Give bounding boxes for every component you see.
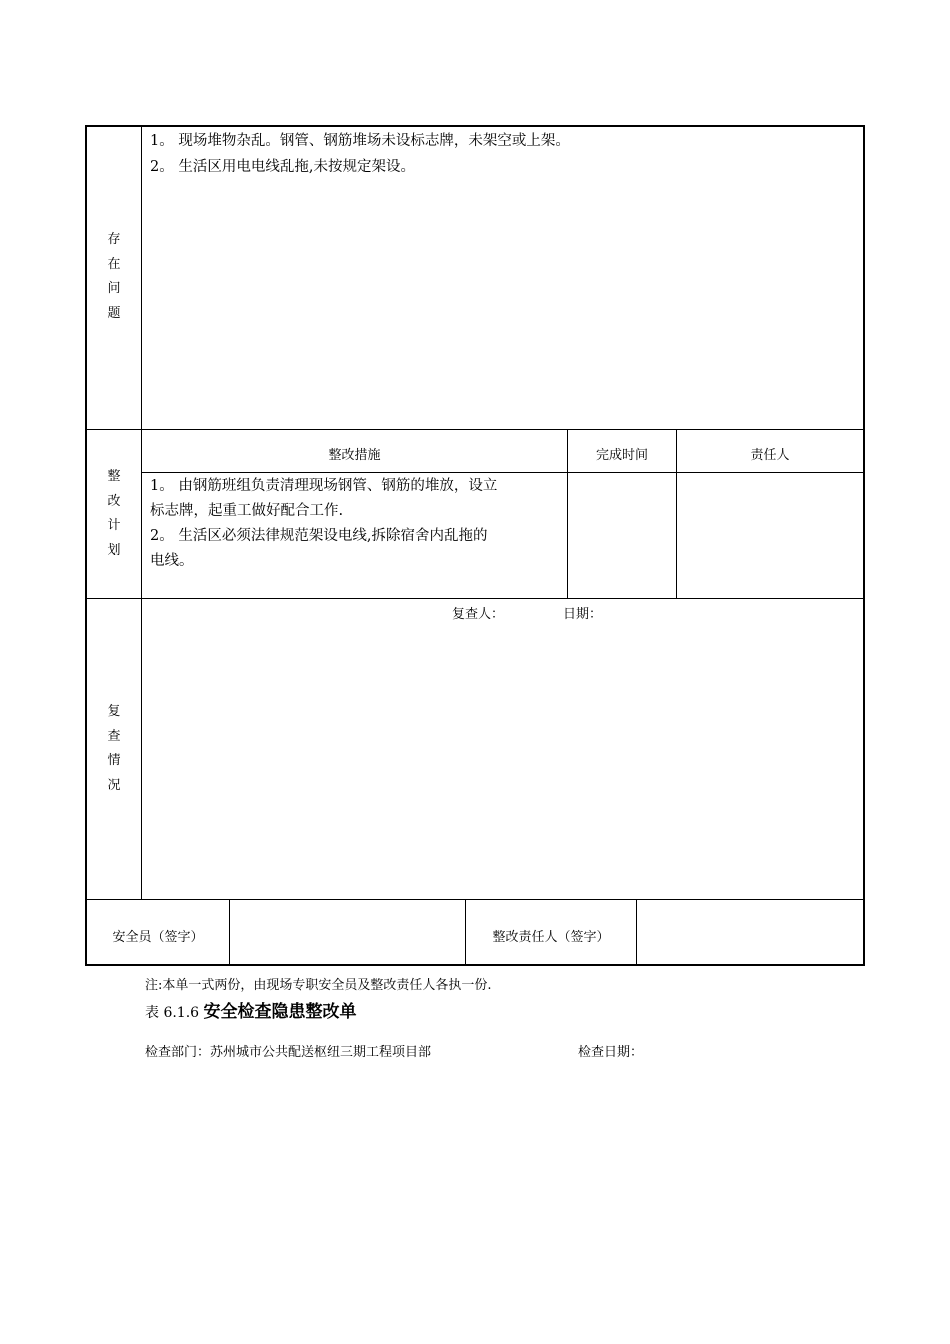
problems-label: 存 在 问 题 [107, 232, 121, 321]
reviewer-field: 复查人： [452, 607, 505, 622]
col-header-completion-time: 完成时间 [595, 448, 648, 463]
review-label: 复 查 情 况 [107, 704, 121, 793]
problem-item: 2。 生活区用电电线乱拖,未按规定架设。 [150, 159, 415, 175]
inspection-date: 检查日期： [578, 1045, 644, 1060]
form-number: 表 6.1.6 [145, 1005, 204, 1021]
plan-measures-text [150, 474, 565, 574]
table-border-right [863, 125, 865, 966]
rectification-lead-signature-label: 整改责任人（签字） [492, 930, 610, 945]
measure-line: 标志牌，起重工做好配合工作. [150, 503, 344, 519]
form-title-text: 安全检查隐患整改单 [203, 1002, 357, 1022]
inspection-department: 检查部门：苏州城市公共配送枢纽三期工程项目部 [145, 1045, 432, 1060]
table-border-bottom [85, 964, 865, 966]
measure-line: 电线。 [150, 553, 194, 569]
table-border-top [85, 125, 865, 127]
review-date-field: 日期： [563, 607, 603, 622]
problem-item: 1。 现场堆物杂乱。钢管、钢筋堆场未设标志牌，未架空或上架。 [150, 133, 570, 149]
safety-officer-signature-label: 安全员（签字） [112, 930, 204, 945]
measure-line: 1。 由钢筋班组负责清理现场钢管、钢筋的堆放，设立 [150, 478, 498, 494]
measure-line: 2。 生活区必须法律规范架设电线,拆除宿舍内乱拖的 [150, 528, 488, 544]
problems-list [150, 128, 855, 180]
safety-officer-signature-field[interactable] [230, 900, 465, 964]
row-divider [85, 429, 865, 430]
footer-note: 注:本单一式两份，由现场专职安全员及整改责任人各执一份. [145, 978, 492, 993]
col-header-responsible-person: 责任人 [750, 448, 790, 463]
rectification-lead-signature-field[interactable] [637, 900, 863, 964]
form-title [145, 997, 357, 1022]
row-divider [141, 472, 865, 473]
col-header-measures: 整改措施 [328, 448, 381, 463]
plan-label: 整 改 计 划 [107, 469, 121, 558]
row-divider [85, 598, 865, 599]
